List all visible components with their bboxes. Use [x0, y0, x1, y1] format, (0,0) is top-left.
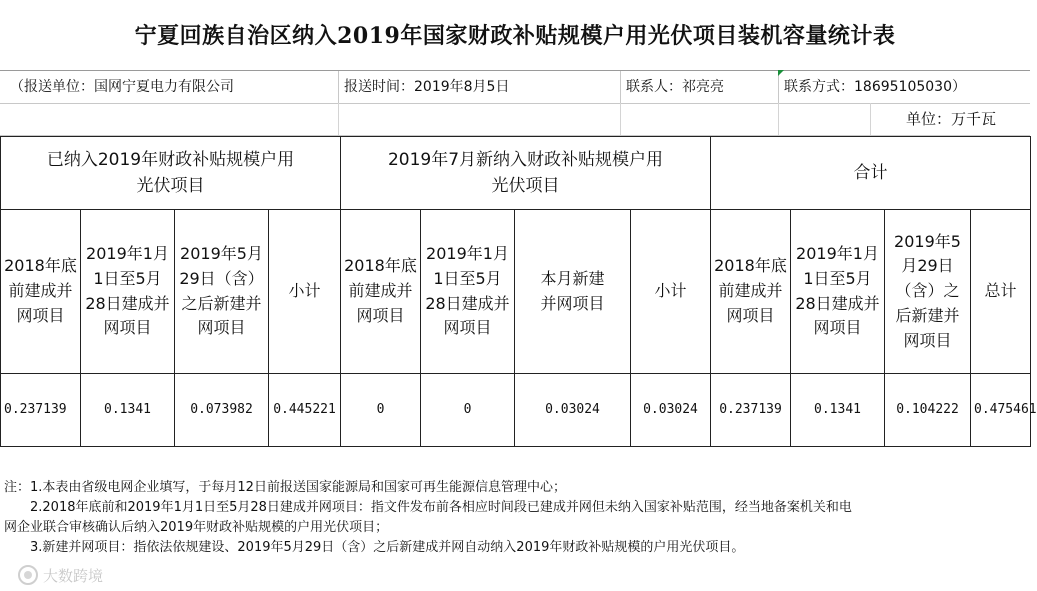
footnotes — [4, 478, 1026, 558]
reporting-unit: （报送单位：国网宁夏电力有限公司 — [10, 79, 234, 95]
info-row — [0, 70, 1030, 104]
value-cell: 0.475461 — [971, 374, 1031, 447]
value-cell: 0 — [421, 374, 515, 447]
column-header: 总计 — [971, 210, 1031, 374]
watermark — [18, 564, 103, 586]
value-cell: 0.03024 — [515, 374, 631, 447]
group-header-existing — [1, 137, 341, 210]
value-cell: 0.1341 — [791, 374, 885, 447]
value-cell: 0.445221 — [269, 374, 341, 447]
cell-divider — [338, 103, 339, 135]
cell-divider — [778, 103, 779, 135]
column-header-text: 本月新建并网项目 — [540, 268, 605, 313]
watermark-text: 大数跨境 — [43, 566, 104, 585]
unit-row — [0, 103, 1030, 136]
column-header: 2018年底前建成并网项目 — [341, 210, 421, 374]
cell-comment-marker — [778, 70, 784, 76]
value-cell: 0.03024 — [631, 374, 711, 447]
report-time: 报送时间：2019年8月5日 — [344, 79, 510, 95]
group-header-row — [1, 137, 1031, 210]
value-cell: 0.237139 — [711, 374, 791, 447]
value-cell: 0 — [341, 374, 421, 447]
column-header: 2019年1月1日至5月28日建成并网项目 — [791, 210, 885, 374]
column-header: 2018年底前建成并网项目 — [711, 210, 791, 374]
group-label: 2019年7月新纳入财政补贴规模户用光伏项目 — [387, 149, 664, 196]
cell-divider — [338, 71, 339, 103]
column-header: 2019年5月29日（含）之后新建并网项目 — [885, 210, 971, 374]
column-header — [515, 210, 631, 374]
cell-divider — [620, 103, 621, 135]
table-row — [1, 374, 1031, 447]
contact-method: 联系方式：18695105030） — [784, 79, 966, 95]
table-title: 宁夏回族自治区纳入2019年国家财政补贴规模户用光伏项目装机容量统计表 — [134, 22, 896, 49]
footnote-line: 注：1.本表由省级电网企业填写，于每月12日前报送国家能源局和国家可再生能源信息管理中心； — [4, 480, 566, 495]
value-cell: 0.1341 — [81, 374, 175, 447]
watermark-logo-icon — [18, 565, 38, 585]
column-header: 2018年底前建成并网项目 — [1, 210, 81, 374]
cell-divider — [870, 103, 871, 135]
column-header: 小计 — [631, 210, 711, 374]
footnote-line: 3.新建并网项目：指依法依规建设、2019年5月29日（含）之后新建成并网自动纳入2019年财政补贴规模的户用光伏项目。 — [30, 540, 745, 555]
footnote-line: 网企业联合审核确认后纳入2019年财政补贴规模的户用光伏项目； — [4, 520, 389, 535]
footnote-line: 2.2018年底前和2019年1月1日至5月28日建成并网项目：指文件发布前各相应时间段已建成并网但未纳入国家补贴范围，经当地备案机关和电 — [30, 500, 852, 515]
data-table — [0, 136, 1037, 447]
unit-label: 单位：万千瓦 — [905, 110, 996, 128]
group-header-total: 合计 — [711, 137, 1031, 210]
value-cell: 0.073982 — [175, 374, 269, 447]
column-header: 2019年1月1日至5月28日建成并网项目 — [421, 210, 515, 374]
group-label: 已纳入2019年财政补贴规模户用光伏项目 — [46, 149, 295, 196]
contact-person: 联系人：祁亮亮 — [626, 79, 724, 95]
column-header: 2019年5月29日（含）之后新建并网项目 — [175, 210, 269, 374]
group-header-july-new — [341, 137, 711, 210]
cell-divider — [620, 71, 621, 103]
column-header-row — [1, 210, 1031, 374]
value-cell: 0.237139 — [1, 374, 81, 447]
column-header: 小计 — [269, 210, 341, 374]
column-header: 2019年1月1日至5月28日建成并网项目 — [81, 210, 175, 374]
value-cell: 0.104222 — [885, 374, 971, 447]
